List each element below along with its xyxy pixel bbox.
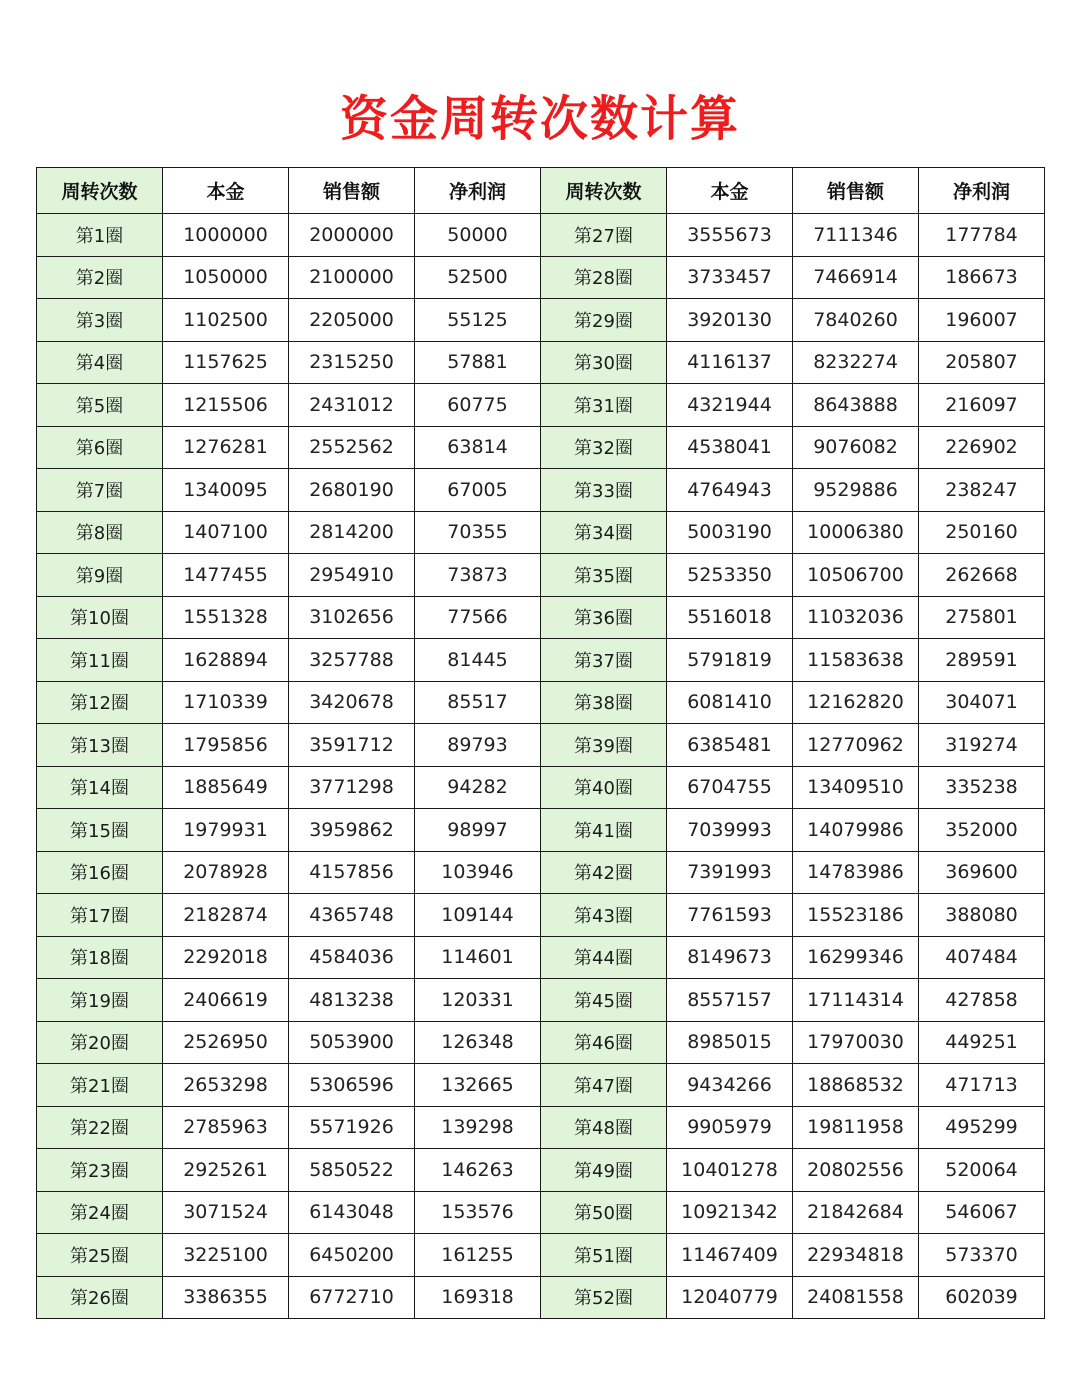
principal-cell: 3733457 <box>667 256 793 299</box>
principal-cell: 2526950 <box>163 1021 289 1064</box>
net-profit-cell: 573370 <box>919 1234 1045 1277</box>
principal-cell: 1710339 <box>163 681 289 724</box>
round-cell: 第37圈 <box>541 639 667 682</box>
principal-cell: 12040779 <box>667 1276 793 1319</box>
net-profit-cell: 226902 <box>919 426 1045 469</box>
round-cell: 第51圈 <box>541 1234 667 1277</box>
principal-cell: 5791819 <box>667 639 793 682</box>
sales-cell: 4813238 <box>289 979 415 1022</box>
round-cell: 第14圈 <box>37 766 163 809</box>
round-cell: 第35圈 <box>541 554 667 597</box>
principal-cell: 3225100 <box>163 1234 289 1277</box>
principal-cell: 9905979 <box>667 1106 793 1149</box>
net-profit-cell: 186673 <box>919 256 1045 299</box>
principal-cell: 2653298 <box>163 1064 289 1107</box>
net-profit-cell: 471713 <box>919 1064 1045 1107</box>
table-row <box>37 384 1045 427</box>
principal-cell: 10401278 <box>667 1149 793 1192</box>
net-profit-cell: 352000 <box>919 809 1045 852</box>
sales-cell: 3420678 <box>289 681 415 724</box>
sales-cell: 11583638 <box>793 639 919 682</box>
header-round-count: 周转次数 <box>541 168 667 214</box>
net-profit-cell: 177784 <box>919 214 1045 257</box>
sales-cell: 7466914 <box>793 256 919 299</box>
sales-cell: 17970030 <box>793 1021 919 1064</box>
sales-cell: 2000000 <box>289 214 415 257</box>
principal-cell: 1340095 <box>163 469 289 512</box>
table-row <box>37 1191 1045 1234</box>
round-cell: 第43圈 <box>541 894 667 937</box>
round-cell: 第9圈 <box>37 554 163 597</box>
principal-cell: 3386355 <box>163 1276 289 1319</box>
round-cell: 第15圈 <box>37 809 163 852</box>
turnover-table <box>36 167 1045 1319</box>
principal-cell: 4538041 <box>667 426 793 469</box>
principal-cell: 2785963 <box>163 1106 289 1149</box>
net-profit-cell: 114601 <box>415 936 541 979</box>
round-cell: 第22圈 <box>37 1106 163 1149</box>
principal-cell: 4116137 <box>667 341 793 384</box>
round-cell: 第40圈 <box>541 766 667 809</box>
sales-cell: 14079986 <box>793 809 919 852</box>
sales-cell: 17114314 <box>793 979 919 1022</box>
header-sales: 销售额 <box>793 168 919 214</box>
net-profit-cell: 250160 <box>919 511 1045 554</box>
round-cell: 第46圈 <box>541 1021 667 1064</box>
principal-cell: 1050000 <box>163 256 289 299</box>
principal-cell: 1551328 <box>163 596 289 639</box>
table-row <box>37 1064 1045 1107</box>
principal-cell: 10921342 <box>667 1191 793 1234</box>
principal-cell: 4764943 <box>667 469 793 512</box>
round-cell: 第3圈 <box>37 299 163 342</box>
table-row <box>37 214 1045 257</box>
principal-cell: 1157625 <box>163 341 289 384</box>
principal-cell: 8985015 <box>667 1021 793 1064</box>
round-cell: 第45圈 <box>541 979 667 1022</box>
net-profit-cell: 89793 <box>415 724 541 767</box>
sales-cell: 12162820 <box>793 681 919 724</box>
net-profit-cell: 407484 <box>919 936 1045 979</box>
principal-cell: 8149673 <box>667 936 793 979</box>
table-row <box>37 256 1045 299</box>
net-profit-cell: 52500 <box>415 256 541 299</box>
net-profit-cell: 289591 <box>919 639 1045 682</box>
net-profit-cell: 50000 <box>415 214 541 257</box>
table-row <box>37 426 1045 469</box>
net-profit-cell: 126348 <box>415 1021 541 1064</box>
round-cell: 第42圈 <box>541 851 667 894</box>
sales-cell: 6772710 <box>289 1276 415 1319</box>
principal-cell: 7391993 <box>667 851 793 894</box>
net-profit-cell: 275801 <box>919 596 1045 639</box>
sales-cell: 2814200 <box>289 511 415 554</box>
net-profit-cell: 85517 <box>415 681 541 724</box>
sales-cell: 10006380 <box>793 511 919 554</box>
table-row <box>37 1276 1045 1319</box>
table-row <box>37 554 1045 597</box>
net-profit-cell: 57881 <box>415 341 541 384</box>
header-principal: 本金 <box>667 168 793 214</box>
sales-cell: 2315250 <box>289 341 415 384</box>
principal-cell: 3920130 <box>667 299 793 342</box>
net-profit-cell: 67005 <box>415 469 541 512</box>
table-row <box>37 1149 1045 1192</box>
round-cell: 第5圈 <box>37 384 163 427</box>
round-cell: 第20圈 <box>37 1021 163 1064</box>
round-cell: 第11圈 <box>37 639 163 682</box>
header-principal: 本金 <box>163 168 289 214</box>
sales-cell: 2552562 <box>289 426 415 469</box>
principal-cell: 7039993 <box>667 809 793 852</box>
sales-cell: 3771298 <box>289 766 415 809</box>
sales-cell: 15523186 <box>793 894 919 937</box>
table-row <box>37 979 1045 1022</box>
round-cell: 第44圈 <box>541 936 667 979</box>
sales-cell: 6450200 <box>289 1234 415 1277</box>
round-cell: 第25圈 <box>37 1234 163 1277</box>
principal-cell: 2078928 <box>163 851 289 894</box>
net-profit-cell: 120331 <box>415 979 541 1022</box>
sales-cell: 5571926 <box>289 1106 415 1149</box>
table-row <box>37 341 1045 384</box>
net-profit-cell: 73873 <box>415 554 541 597</box>
round-cell: 第29圈 <box>541 299 667 342</box>
net-profit-cell: 319274 <box>919 724 1045 767</box>
round-cell: 第39圈 <box>541 724 667 767</box>
sales-cell: 11032036 <box>793 596 919 639</box>
round-cell: 第34圈 <box>541 511 667 554</box>
round-cell: 第7圈 <box>37 469 163 512</box>
sales-cell: 2954910 <box>289 554 415 597</box>
net-profit-cell: 205807 <box>919 341 1045 384</box>
sales-cell: 7111346 <box>793 214 919 257</box>
round-cell: 第47圈 <box>541 1064 667 1107</box>
header-net-profit: 净利润 <box>919 168 1045 214</box>
round-cell: 第17圈 <box>37 894 163 937</box>
round-cell: 第24圈 <box>37 1191 163 1234</box>
table-row <box>37 596 1045 639</box>
round-cell: 第30圈 <box>541 341 667 384</box>
net-profit-cell: 161255 <box>415 1234 541 1277</box>
round-cell: 第38圈 <box>541 681 667 724</box>
round-cell: 第12圈 <box>37 681 163 724</box>
principal-cell: 1000000 <box>163 214 289 257</box>
round-cell: 第33圈 <box>541 469 667 512</box>
sales-cell: 20802556 <box>793 1149 919 1192</box>
round-cell: 第6圈 <box>37 426 163 469</box>
net-profit-cell: 60775 <box>415 384 541 427</box>
round-cell: 第10圈 <box>37 596 163 639</box>
sales-cell: 2431012 <box>289 384 415 427</box>
net-profit-cell: 546067 <box>919 1191 1045 1234</box>
sales-cell: 12770962 <box>793 724 919 767</box>
principal-cell: 1628894 <box>163 639 289 682</box>
principal-cell: 9434266 <box>667 1064 793 1107</box>
round-cell: 第26圈 <box>37 1276 163 1319</box>
principal-cell: 5253350 <box>667 554 793 597</box>
sales-cell: 3102656 <box>289 596 415 639</box>
sales-cell: 4365748 <box>289 894 415 937</box>
principal-cell: 2292018 <box>163 936 289 979</box>
round-cell: 第8圈 <box>37 511 163 554</box>
sales-cell: 3257788 <box>289 639 415 682</box>
net-profit-cell: 139298 <box>415 1106 541 1149</box>
turnover-table-container <box>36 167 1045 1319</box>
round-cell: 第50圈 <box>541 1191 667 1234</box>
table-row <box>37 299 1045 342</box>
principal-cell: 7761593 <box>667 894 793 937</box>
table-row <box>37 639 1045 682</box>
net-profit-cell: 238247 <box>919 469 1045 512</box>
sales-cell: 3591712 <box>289 724 415 767</box>
round-cell: 第21圈 <box>37 1064 163 1107</box>
round-cell: 第41圈 <box>541 809 667 852</box>
sales-cell: 5850522 <box>289 1149 415 1192</box>
net-profit-cell: 94282 <box>415 766 541 809</box>
round-cell: 第2圈 <box>37 256 163 299</box>
round-cell: 第49圈 <box>541 1149 667 1192</box>
table-row <box>37 681 1045 724</box>
round-cell: 第31圈 <box>541 384 667 427</box>
round-cell: 第32圈 <box>541 426 667 469</box>
principal-cell: 1885649 <box>163 766 289 809</box>
table-row <box>37 724 1045 767</box>
sales-cell: 24081558 <box>793 1276 919 1319</box>
sales-cell: 2100000 <box>289 256 415 299</box>
table-body <box>37 214 1045 1319</box>
net-profit-cell: 216097 <box>919 384 1045 427</box>
net-profit-cell: 146263 <box>415 1149 541 1192</box>
sales-cell: 7840260 <box>793 299 919 342</box>
table-row <box>37 1021 1045 1064</box>
round-cell: 第13圈 <box>37 724 163 767</box>
principal-cell: 5516018 <box>667 596 793 639</box>
header-sales: 销售额 <box>289 168 415 214</box>
sales-cell: 4584036 <box>289 936 415 979</box>
table-row <box>37 1234 1045 1277</box>
sales-cell: 2680190 <box>289 469 415 512</box>
table-row <box>37 936 1045 979</box>
net-profit-cell: 520064 <box>919 1149 1045 1192</box>
net-profit-cell: 495299 <box>919 1106 1045 1149</box>
round-cell: 第18圈 <box>37 936 163 979</box>
sales-cell: 10506700 <box>793 554 919 597</box>
sales-cell: 13409510 <box>793 766 919 809</box>
net-profit-cell: 449251 <box>919 1021 1045 1064</box>
sales-cell: 8232274 <box>793 341 919 384</box>
net-profit-cell: 109144 <box>415 894 541 937</box>
net-profit-cell: 304071 <box>919 681 1045 724</box>
principal-cell: 11467409 <box>667 1234 793 1277</box>
net-profit-cell: 132665 <box>415 1064 541 1107</box>
net-profit-cell: 81445 <box>415 639 541 682</box>
net-profit-cell: 427858 <box>919 979 1045 1022</box>
sales-cell: 16299346 <box>793 936 919 979</box>
principal-cell: 3555673 <box>667 214 793 257</box>
principal-cell: 2406619 <box>163 979 289 1022</box>
principal-cell: 1477455 <box>163 554 289 597</box>
round-cell: 第48圈 <box>541 1106 667 1149</box>
principal-cell: 2925261 <box>163 1149 289 1192</box>
sales-cell: 9529886 <box>793 469 919 512</box>
round-cell: 第1圈 <box>37 214 163 257</box>
sales-cell: 4157856 <box>289 851 415 894</box>
net-profit-cell: 98997 <box>415 809 541 852</box>
principal-cell: 5003190 <box>667 511 793 554</box>
net-profit-cell: 602039 <box>919 1276 1045 1319</box>
net-profit-cell: 55125 <box>415 299 541 342</box>
net-profit-cell: 103946 <box>415 851 541 894</box>
round-cell: 第36圈 <box>541 596 667 639</box>
principal-cell: 1102500 <box>163 299 289 342</box>
sales-cell: 2205000 <box>289 299 415 342</box>
principal-cell: 6704755 <box>667 766 793 809</box>
round-cell: 第27圈 <box>541 214 667 257</box>
principal-cell: 6081410 <box>667 681 793 724</box>
net-profit-cell: 262668 <box>919 554 1045 597</box>
round-cell: 第19圈 <box>37 979 163 1022</box>
principal-cell: 1276281 <box>163 426 289 469</box>
net-profit-cell: 335238 <box>919 766 1045 809</box>
round-cell: 第28圈 <box>541 256 667 299</box>
round-cell: 第23圈 <box>37 1149 163 1192</box>
sales-cell: 22934818 <box>793 1234 919 1277</box>
sales-cell: 3959862 <box>289 809 415 852</box>
sales-cell: 14783986 <box>793 851 919 894</box>
table-row <box>37 809 1045 852</box>
sales-cell: 6143048 <box>289 1191 415 1234</box>
principal-cell: 1795856 <box>163 724 289 767</box>
table-row <box>37 894 1045 937</box>
principal-cell: 1215506 <box>163 384 289 427</box>
net-profit-cell: 169318 <box>415 1276 541 1319</box>
principal-cell: 1979931 <box>163 809 289 852</box>
sales-cell: 5306596 <box>289 1064 415 1107</box>
net-profit-cell: 63814 <box>415 426 541 469</box>
sales-cell: 9076082 <box>793 426 919 469</box>
principal-cell: 1407100 <box>163 511 289 554</box>
round-cell: 第16圈 <box>37 851 163 894</box>
sales-cell: 19811958 <box>793 1106 919 1149</box>
round-cell: 第4圈 <box>37 341 163 384</box>
net-profit-cell: 153576 <box>415 1191 541 1234</box>
sales-cell: 21842684 <box>793 1191 919 1234</box>
table-row <box>37 1106 1045 1149</box>
net-profit-cell: 77566 <box>415 596 541 639</box>
table-row <box>37 469 1045 512</box>
net-profit-cell: 388080 <box>919 894 1045 937</box>
header-round-count: 周转次数 <box>37 168 163 214</box>
principal-cell: 6385481 <box>667 724 793 767</box>
net-profit-cell: 196007 <box>919 299 1045 342</box>
net-profit-cell: 70355 <box>415 511 541 554</box>
table-row <box>37 511 1045 554</box>
principal-cell: 4321944 <box>667 384 793 427</box>
table-row <box>37 851 1045 894</box>
sales-cell: 5053900 <box>289 1021 415 1064</box>
net-profit-cell: 369600 <box>919 851 1045 894</box>
table-row <box>37 766 1045 809</box>
table-header-row <box>37 168 1045 214</box>
principal-cell: 3071524 <box>163 1191 289 1234</box>
round-cell: 第52圈 <box>541 1276 667 1319</box>
page-title: 资金周转次数计算 <box>339 91 740 147</box>
sales-cell: 18868532 <box>793 1064 919 1107</box>
header-net-profit: 净利润 <box>415 168 541 214</box>
principal-cell: 2182874 <box>163 894 289 937</box>
sales-cell: 8643888 <box>793 384 919 427</box>
principal-cell: 8557157 <box>667 979 793 1022</box>
